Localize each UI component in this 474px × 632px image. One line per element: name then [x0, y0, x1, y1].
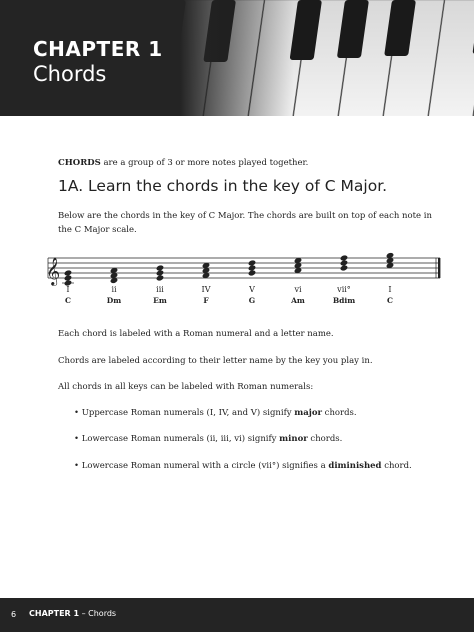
footer-chapter-title: – Chords: [79, 609, 117, 618]
paragraph-labels: Each chord is labeled with a Roman numeral and a letter name.: [58, 329, 334, 339]
chord-letter-label: Em: [153, 296, 167, 305]
chord-letter-label: C: [387, 296, 393, 305]
chord-letter-label: Am: [291, 296, 305, 305]
bullet-text: • Lowercase Roman numeral with a circle (vii°) signifies a: [74, 461, 329, 471]
treble-clef-icon: 𝄞: [46, 257, 61, 285]
roman-numeral-label: vi: [294, 285, 302, 294]
bullet-text: chords.: [307, 434, 343, 444]
roman-numeral-label: I: [388, 285, 392, 294]
chord-letter-label: F: [203, 296, 209, 305]
roman-numeral-label: ii: [111, 285, 117, 294]
chapter-title: Chords: [33, 62, 107, 86]
chord-letter-label: Bdim: [332, 296, 356, 305]
chord-notehead: [340, 254, 348, 261]
bullet-bold: diminished: [328, 461, 382, 471]
chord-staff: [44, 252, 444, 308]
bullet-major: [74, 406, 357, 420]
chapter-banner: [0, 0, 474, 116]
chord-letter-label: Dm: [106, 296, 122, 305]
paragraph-letter-names: Chords are labeled according to their letter name by the key you play in.: [58, 356, 373, 366]
roman-numeral-label: V: [249, 285, 255, 294]
chord-letter-label: G: [248, 296, 256, 305]
footer-chapter-label: CHAPTER 1: [29, 609, 80, 618]
chord-notehead: [156, 264, 164, 271]
bullet-text: • Uppercase Roman numerals (I, IV, and V) signify: [74, 408, 295, 418]
intro-paragraph: [58, 156, 308, 170]
chord-notehead: [248, 259, 256, 266]
paragraph-roman-numerals: All chords in all keys can be labeled with Roman numerals:: [58, 382, 314, 392]
bullet-bold: major: [294, 408, 322, 418]
chord-letter-label: C: [65, 296, 71, 305]
intro-term: CHORDS: [58, 158, 101, 168]
bullet-text: chords.: [321, 408, 357, 418]
bullet-bold: minor: [279, 434, 308, 444]
roman-numeral-label: I: [66, 285, 70, 294]
bullet-diminished: [74, 459, 412, 473]
chord-notehead: [64, 269, 72, 276]
footer-chapter: [29, 609, 116, 618]
bullet-text: chord.: [381, 461, 412, 471]
page-footer: [0, 598, 474, 632]
staff-notation: [44, 252, 444, 308]
roman-numeral-label: iii: [156, 285, 164, 294]
bullet-text: • Lowercase Roman numerals (ii, iii, vi) signify: [74, 434, 280, 444]
section-description: Below are the chords in the key of C Major. The chords are built on top of each note in the C Major scale.: [58, 211, 432, 235]
section-heading: 1A. Learn the chords in the key of C Major.: [58, 177, 388, 195]
bullet-minor: [74, 432, 342, 446]
roman-numeral-label: vii°: [337, 285, 351, 294]
page-number: 6: [11, 610, 17, 619]
intro-text: are a group of 3 or more notes played together.: [100, 158, 309, 168]
chapter-label: CHAPTER 1: [33, 37, 163, 61]
roman-numeral-label: IV: [201, 285, 211, 294]
